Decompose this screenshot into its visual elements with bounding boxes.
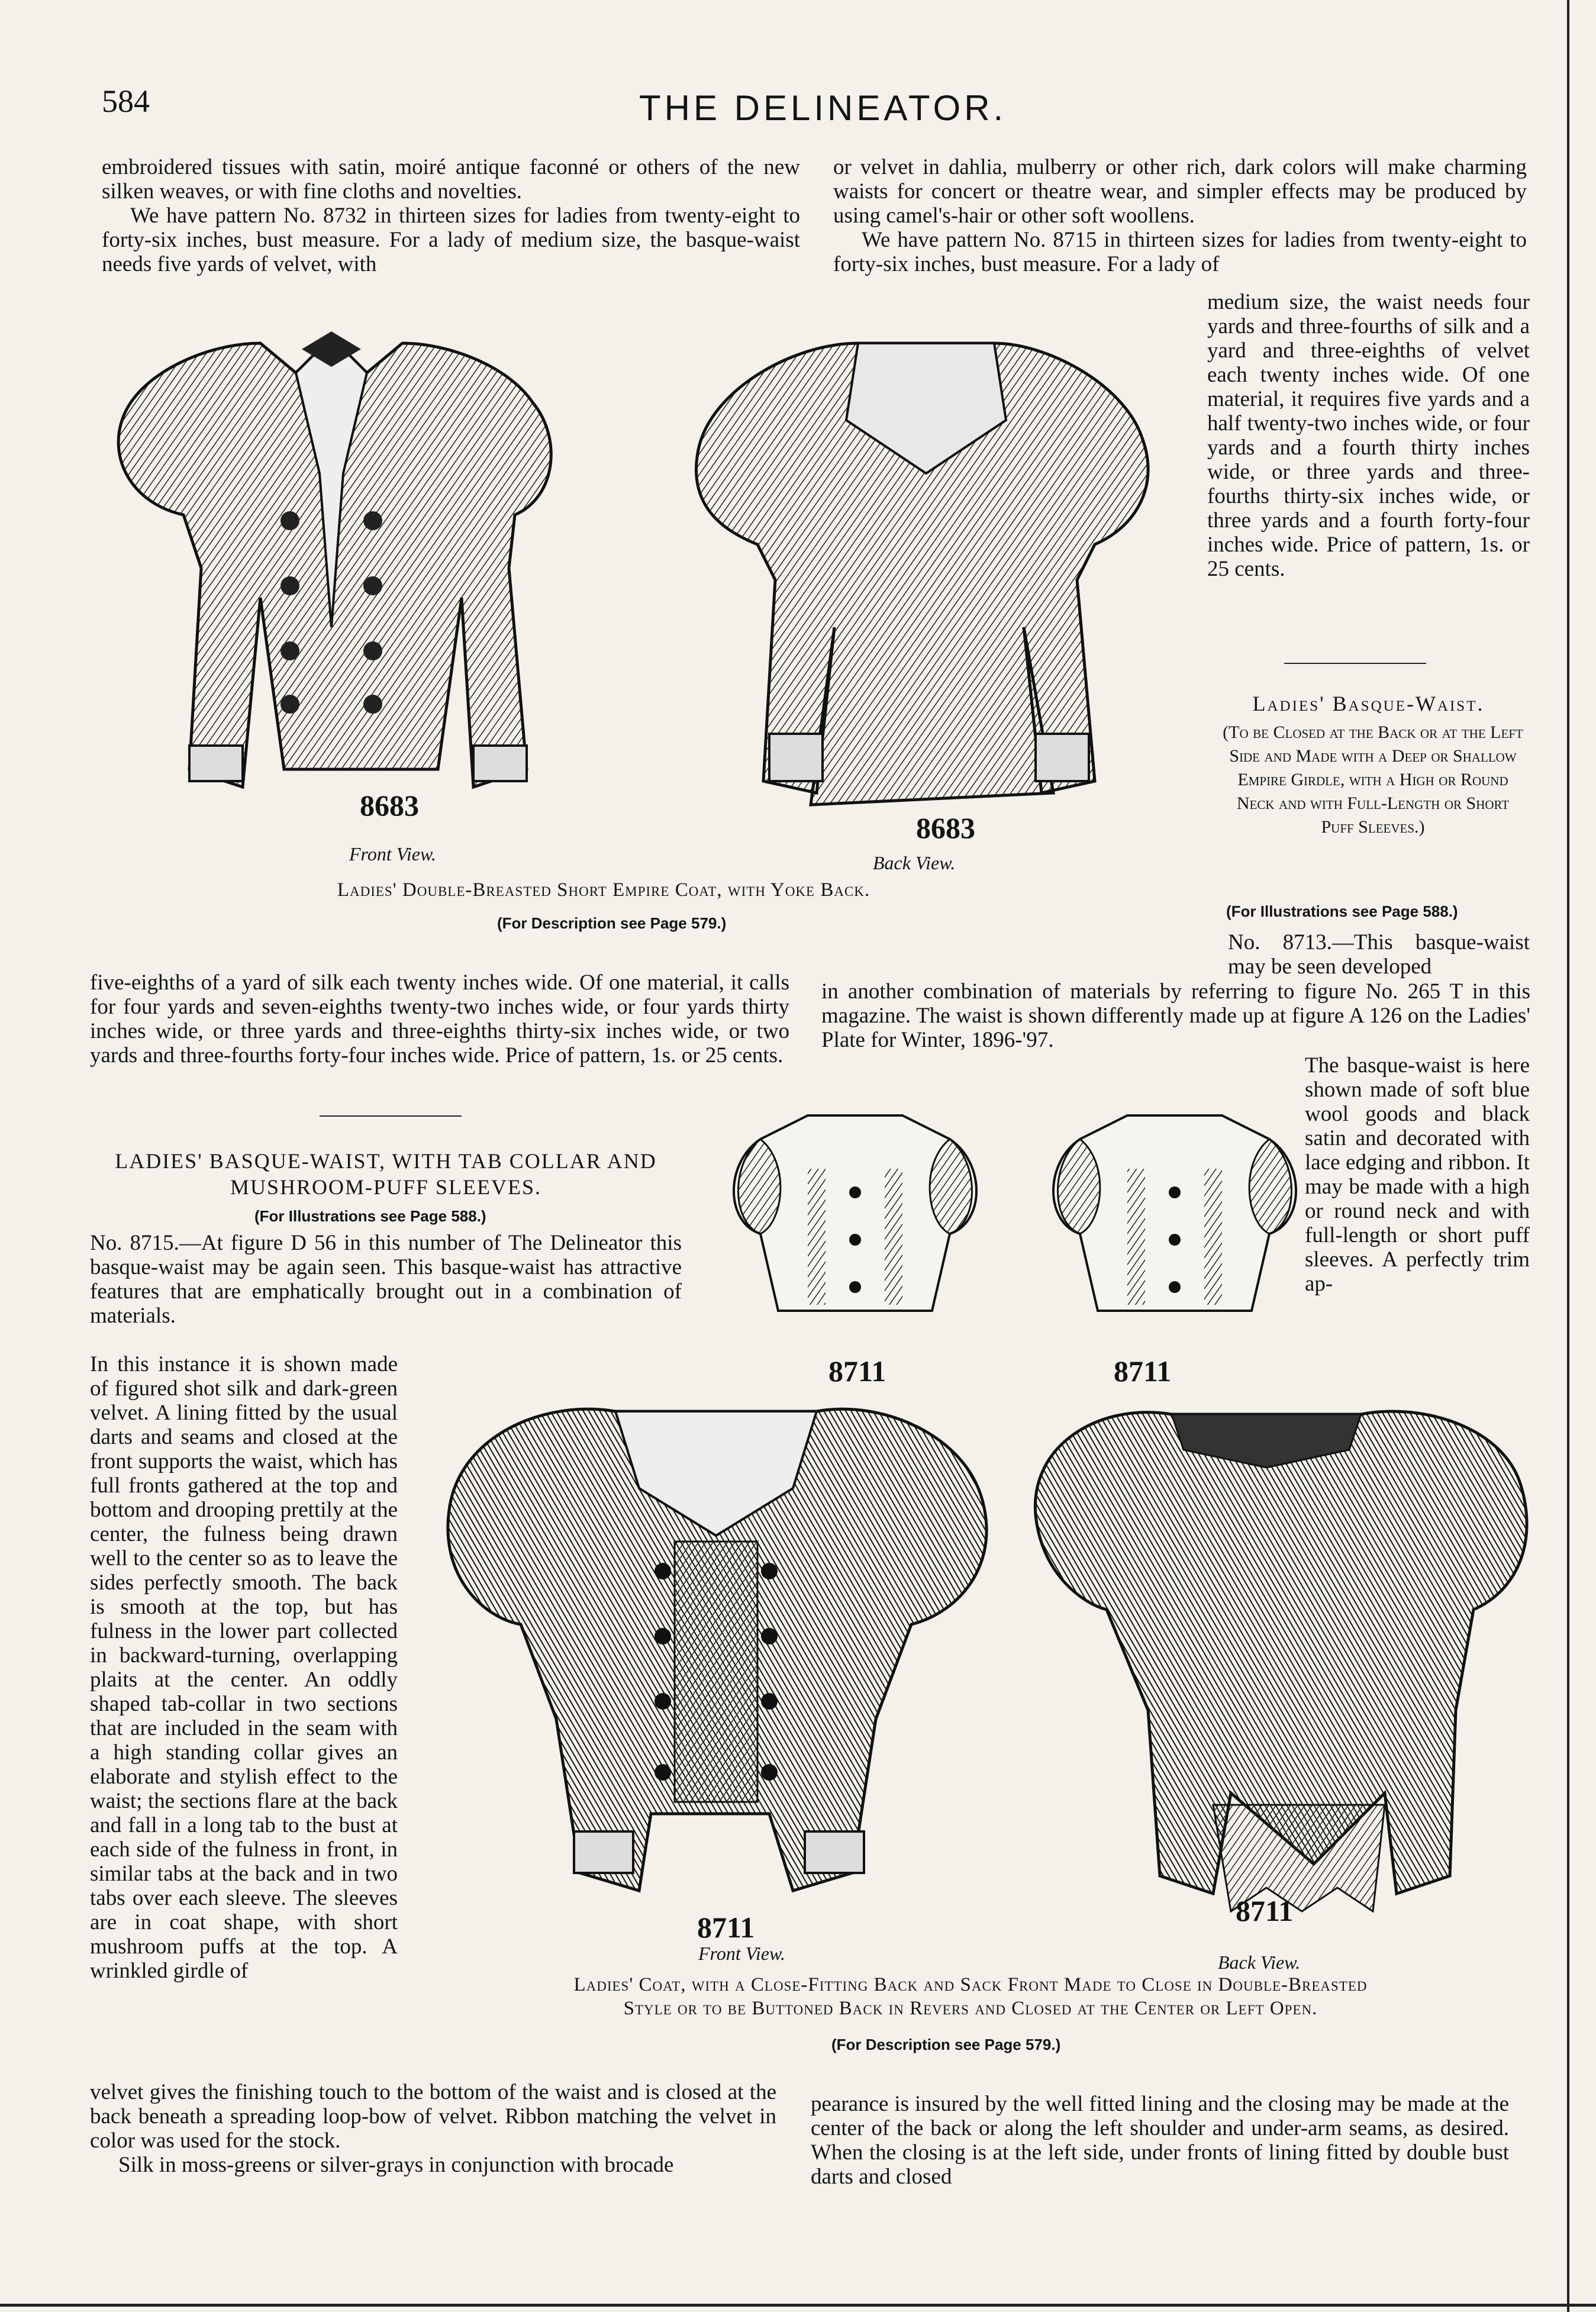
figure-8683-front-view-label: Front View.: [349, 843, 436, 865]
page-edge-right: [1567, 0, 1569, 2312]
top-right-para-1: or velvet in dahlia, mulberry or other rich, dark colors will make charming waists for concert or theatre wear, and simpler effects may be produced by using camel's-hair or other soft woollens.: [833, 155, 1527, 228]
figure-8711-small-front-number: 8711: [828, 1355, 886, 1388]
middle-right-narrow-para: The basque-waist is here shown made of soft blue wool goods and black satin and decorated with lace edging and ribbon. It may be made with a high or round neck and with full-length or short puff sleeves. A perfectly trim ap-: [1305, 1053, 1530, 1296]
bottom-left-para-2: Silk in moss-greens or silver-grays in conjunction with brocade: [118, 2153, 674, 2177]
basque-waist-lead: No. 8713.—This basque-waist may be seen developed: [1228, 930, 1530, 979]
bottom-left-para-1: velvet gives the finishing touch to the bottom of the waist and is closed at the back beneath a spreading loop-bow of velvet. Ribbon matching the velvet in color was used for the stock.: [90, 2080, 776, 2153]
figure-8683-front-illustration: [107, 320, 556, 805]
basque-waist-heading: Ladies' Basque-Waist.: [1252, 692, 1485, 715]
figure-8711-small-front-illustration: [719, 1104, 991, 1328]
page-title: THE DELINEATOR.: [639, 88, 1007, 128]
figure-8683-note: (For Description see Page 579.): [497, 914, 727, 932]
figure-8683-back-view-label: Back View.: [873, 852, 956, 873]
figure-8711-front-number: 8711: [697, 1911, 755, 1944]
middle-right-column: [821, 979, 1530, 1052]
figure-8711-front-illustration: [438, 1388, 1000, 1920]
top-right-narrow-column: [1207, 290, 1530, 581]
tab-section-heading: LADIES' BASQUE-WAIST, WITH TAB COLLAR AND MUSHROOM-PUFF SLEEVES.: [115, 1149, 657, 1199]
divider-left-mid: [320, 1115, 462, 1117]
top-right-para-2: We have pattern No. 8715 in thirteen sizes for ladies from twenty-eight to forty-six inches, bust measure. For a lady of: [833, 228, 1527, 276]
figure-8683-front-number: 8683: [360, 789, 419, 822]
page-number: 584: [102, 83, 150, 119]
figure-8711-back-illustration: [1018, 1379, 1539, 1923]
figure-8711-note: (For Description see Page 579.): [831, 2036, 1061, 2053]
top-right-column: [833, 155, 1527, 276]
figure-8711-front-view-label: Front View.: [698, 1943, 785, 1964]
figure-8711-back-number: 8711: [1236, 1894, 1294, 1927]
divider-right-top: [1284, 663, 1426, 664]
middle-right-narrow-column: [1305, 1053, 1530, 1296]
basque-waist-subtitle: (To be Closed at the Back or at the Left Side and Made with a Deep or Shallow Empire Girdle, with a High or Round Neck and with Full-Length or Short Puff Sleeves.): [1223, 723, 1523, 837]
tab-section-intro: No. 8715.—At figure D 56 in this number of The Delineator this basque-waist may be again seen. This basque-waist has attractive features that are emphatically brought out in a combination of materials.: [90, 1231, 682, 1328]
middle-left-para: five-eighths of a yard of silk each twenty inches wide. Of one material, it calls for four yards and seven-eighths twenty-two inches wide, or four yards thirty inches wide, or three yards and three-eighths thirty-six inches wide, or two yards and three-fourths forty-four inches wide. Price of pattern, 1s. or 25 cents.: [90, 970, 789, 1068]
top-left-para-1: embroidered tissues with satin, moiré antique faconné or others of the new silken weaves, or with fine cloths and novelties.: [102, 155, 800, 204]
page-edge-bottom: [0, 2304, 1596, 2307]
figure-8711-caption-line-1: Ladies' Coat, with a Close-Fitting Back and Sack Front Made to Close in Double-Breasted: [573, 1974, 1368, 1995]
bottom-left-column: [90, 2080, 776, 2177]
middle-left-column: [90, 970, 789, 1068]
bottom-right-para: pearance is insured by the well fitted lining and the closing may be made at the center of the back or along the left shoulder and under-arm seams, as desired. When the closing is at the left side, under fronts of lining fitted by double bust darts and closed: [811, 2092, 1509, 2189]
top-right-narrow-para: medium size, the waist needs four yards and three-fourths of silk and a yard and three-eighths of velvet each twenty inches wide. Of one material, it requires five yards and a half twenty-two inches wide, or four yards and a fourth thirty inches wide, or three yards and three-fourths thirty-six inches wide, or three yards and a fourth forty-four inches wide. Price of pattern, 1s. or 25 cents.: [1207, 290, 1530, 581]
tab-section-note: (For Illustrations see Page 588.): [254, 1207, 486, 1225]
top-left-para-2: We have pattern No. 8732 in thirteen sizes for ladies from twenty-eight to forty-six inches, bust measure. For a lady of medium size, the basque-waist needs five yards of velvet, with: [102, 204, 800, 276]
figure-8711-small-back-number: 8711: [1114, 1355, 1172, 1388]
bottom-right-column: [811, 2092, 1509, 2189]
figure-8683-back-illustration: [663, 320, 1184, 823]
figure-8711-caption-line-2: Style or to be Buttoned Back in Revers and Closed at the Center or Left Open.: [623, 1998, 1318, 2019]
middle-right-para: in another combination of materials by referring to figure No. 265 T in this magazine. The waist is shown differently made up at figure A 126 on the Ladies' Plate for Winter, 1896-'97.: [821, 979, 1530, 1052]
basque-waist-note: (For Illustrations see Page 588.): [1226, 902, 1458, 920]
top-left-column: [102, 155, 800, 276]
figure-8683-back-number: 8683: [916, 811, 975, 844]
figure-8683-caption: Ladies' Double-Breasted Short Empire Coat, with Yoke Back.: [337, 879, 870, 901]
figure-8711-small-back-illustration: [1044, 1104, 1305, 1328]
figure-8711-back-view-label: Back View.: [1218, 1952, 1301, 1973]
tab-section-narrow-column: In this instance it is shown made of figured shot silk and dark-green velvet. A lining fitted by the usual darts and seams and closed at the front supports the waist, which has full fronts gathered at the top and bottom and drooping prettily at the center, the fulness being drawn well to the center so as to leave the sides perfectly smooth. The back is smooth at the top, but has fulness in the lower part collected in backward-turning, overlapping plaits at the center. An oddly shaped tab-collar in two sections that are included in the seam with a high standing collar gives an elaborate and stylish effect to the waist; the sections flare at the back and fall in a long tab to the bust at each side of the fulness in front, in similar tabs at the back and in two tabs over each sleeve. The sleeves are in coat shape, with short mushroom puffs at the top. A wrinkled girdle of: [90, 1352, 398, 1983]
